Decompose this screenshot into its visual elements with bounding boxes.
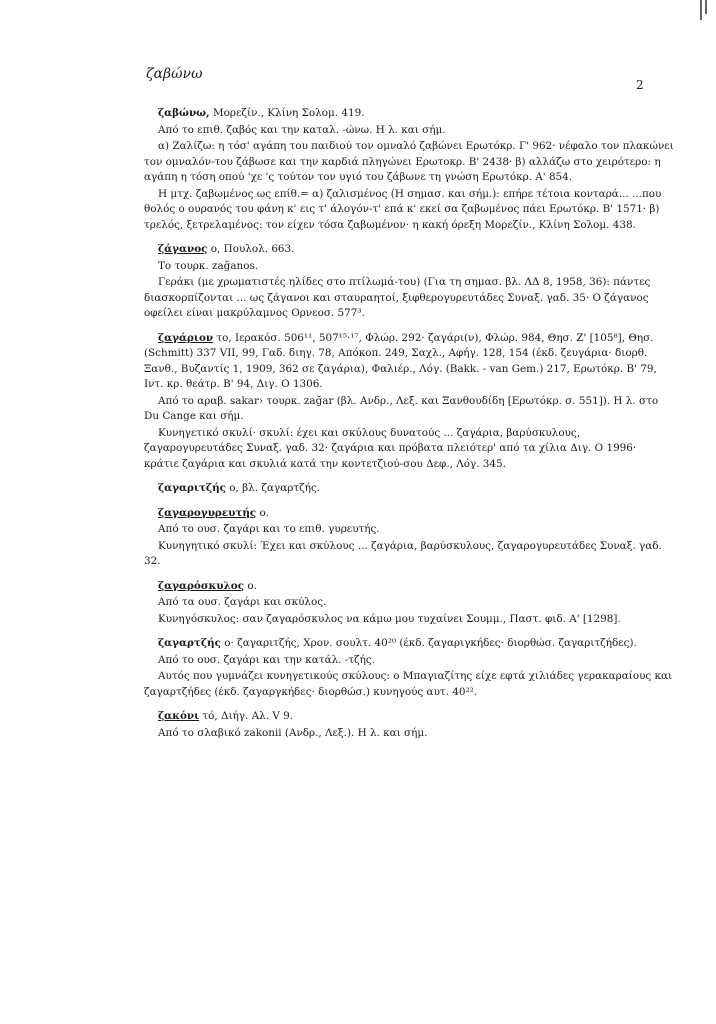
etymology: Από το αραβ. sakar› τουρκ. zağar (βλ. Ανδρ., Λεξ. και Ξανθουδίδη [Ερωτόκρ. σ. 551]). Η λ. στο Du Cange και σήμ. — [144, 394, 659, 422]
definition: Η μτχ. ζαβωμένος ως επίθ.= α) ζαλισμένος (Η σημασ. και σήμ.): επήρε τέτοια κονταρά... ...που θολός ο ουρανός του φάνη κ' εις τ' άλογόν-τ' επά κ' εκεί σα ζαβωμένος πάει Ερωτόκρ. Β' 1571· β) τρελός, ξετρελαμένος: τον είχεν τόσα ζαβωμένον· η κακή όρεξη Μορεζίν., Κλίνη Σολομ. 438. — [144, 187, 662, 231]
entry-source: ο· ζαγαριτζής, Χρον. σουλτ. 40²⁰ (έκδ. ζαγαριγκήδες· διορθώσ. ζαγαριτζήδες). — [224, 637, 637, 649]
etymology: Από το σλαβικό zakonii (Ανδρ., Λεξ.). Η λ. και σήμ. — [158, 726, 428, 739]
corner-bracket-mark — [700, 0, 712, 22]
entry-zagarion — [144, 331, 674, 473]
page-number: 2 — [636, 78, 644, 92]
etymology: Το τουρκ. zağanos. — [158, 259, 259, 272]
definition: Κυνηγητικό σκυλί: Έχει και σκύλους ... ζαγάρια, βαρύσκυλους, ζαγαρογυρευτάδες Συναξ. γαδ. 32. — [144, 539, 662, 567]
entry-source: ο, βλ. ζαγαρτζής. — [229, 482, 321, 494]
etymology: Από το ουσ. ζαγάρι και την κατάλ. -τζής. — [158, 653, 376, 666]
entries-column — [144, 106, 674, 750]
definition: Κυνηγόσκυλος: σαν ζαγαρόσκυλος να κάμω μου τυχαίνει Σουμμ., Παστ. φιδ. Α' [1298]. — [158, 612, 621, 625]
headword: ζάγανος — [158, 243, 208, 255]
headword: ζαγαριτζής — [158, 482, 226, 494]
entry-zagaroskylos — [144, 579, 674, 628]
running-head: ζαβώνω — [146, 66, 203, 82]
entry-source: τό, Διήγ. Αλ. V 9. — [202, 710, 294, 722]
headword: ζακόνι — [158, 710, 200, 722]
entry-zagarogyreftis — [144, 506, 674, 570]
etymology: Από το επιθ. ζαβός και την καταλ. -ώνω. Η λ. και σήμ. — [158, 123, 446, 136]
entry-source: ο, Πουλολ. 663. — [210, 243, 295, 255]
definition: Γεράκι (με χρωματιστές ηλίδες στο πτίλωμά-του) (Για τη σημασ. βλ. ΛΔ 8, 1958, 36): πάντες διασκορπίζονται ... ως ζάγανοι και σταυραητοί, ξιφθερογυρευτάδες Συναξ. γαδ. 35· Ο ζάγανος οφείλει είναι μακρύλαμνος Ορνεοσ. 577³. — [144, 276, 651, 319]
etymology: Από το ουσ. ζαγάρι και το επιθ. γυρευτής. — [158, 523, 380, 535]
headword: ζαγαρόσκυλος — [158, 579, 245, 592]
entry-zavono — [144, 106, 674, 233]
entry-zaganos — [144, 242, 674, 322]
definition: α) Ζαλίζω: η τόσ' αγάπη του παιδιού τον ομναλό ζαβώνει Ερωτόκρ. Γ' 962· νέφαλο τον πλακώνει τον ομναλόν-του ζάβωσε και την καρδιά πληγώνει Ερωτοκρ. Β' 2438· β) αλλάζω στο χειρότερο: η αγάπη η τόση οπού 'χε 'ς τούτον τον υγιό του ζάβωνε τη γνώση Ερωτόκρ. Α' 854. — [144, 140, 674, 183]
headword: ζαβώνω, — [158, 107, 210, 119]
entry-source: ο. — [259, 506, 270, 519]
definition: Αυτός που γυμνάζει κυνηγετικούς σκύλους: ο Μπαγιαζίτης είχε εφτά χιλιάδες γερακαραίους και ζαγαρτζήδες (έκδ. ζαγαργκήδες· διορθώσ.) κυνηγούς αυτ. 40²². — [144, 670, 673, 698]
entry-zakoni — [144, 709, 674, 741]
entry-source: το, Ιερακόσ. 506¹¹, 507¹⁵·¹⁷, Φλώρ. 292· ζαγάρι(ν), Φλώρ. 984, Θησ. Ζ' [105⁸], Θησ. (Schmitt) 337 VII, 99, Γαδ. διηγ. 78, Απόκοπ. 249, Σαχλ., Αφήγ. 128, 154 (έκδ. ζευγάρια· διορθ. Ξανθ., Βυζαντίς 1, 1909, 362 σε ζαγάρια), Φαλιέρ., Λόγ. (Bakk. - van Gem.) 217, Ερωτόκρ. Β' 79, Ιντ. κρ. θεάτρ. Β' 94, Διγ. Ο 1306. — [144, 331, 657, 390]
entry-source: Μορεζίν., Κλίνη Σολομ. 419. — [212, 107, 365, 119]
entry-zagaritzis — [144, 481, 674, 497]
entry-source: ο. — [247, 579, 257, 592]
headword: ζαγάριον — [158, 331, 214, 344]
headword: ζαγαρτζής — [158, 637, 221, 649]
headword: ζαγαρογυρευτής — [158, 506, 257, 519]
definition: Κυνηγετικό σκυλί· σκυλί: έχει και σκύλους δυνατούς ... ζαγάρια, βαρύσκυλους, ζαγαρογυρευτάδες Συναξ. γαδ. 32· ζαγάρια και πρόβατα πλειότερ' από τα χίλια Διγ. Ο 1996· κράτιε ζαγάρια και σκυλιά κατά την κοντετζιού-σου Δεφ., Λόγ. 345. — [144, 426, 637, 470]
etymology: Από τα ουσ. ζαγάρι και σκύλος. — [158, 596, 327, 608]
entry-zagartzis — [144, 636, 674, 700]
